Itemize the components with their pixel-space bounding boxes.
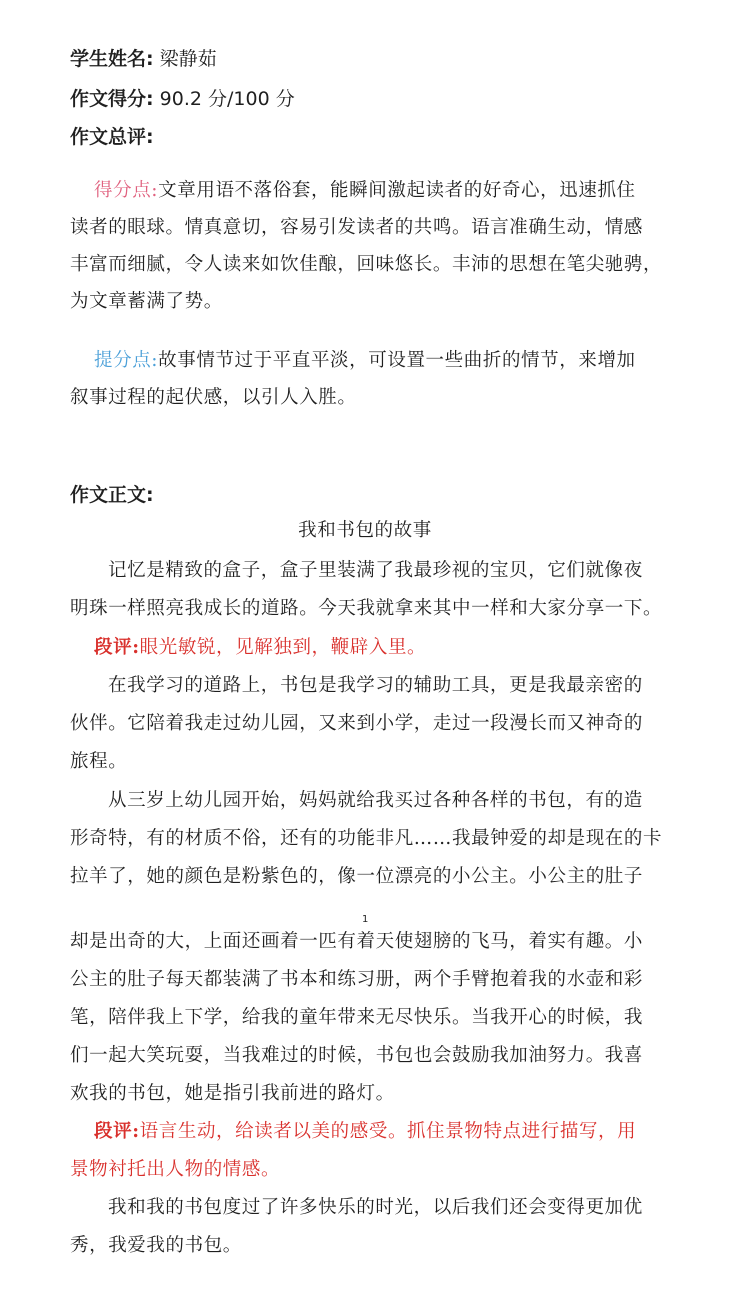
p3-cont-line-5: 欢我的书包，她是指引我前进的路灯。 — [70, 1083, 395, 1104]
student-name-label: 学生姓名: — [70, 48, 154, 70]
student-name-value: 梁静茹 — [159, 48, 217, 70]
comment-2-line-2: 景物衬托出人物的情感。 — [70, 1159, 281, 1180]
p3-line-2: 形奇特，有的材质不俗，还有的功能非凡……我最钟爱的却是现在的卡 — [70, 828, 663, 849]
merit-text-1: 文章用语不落俗套，能瞬间激起读者的好奇心，迅速抓住 — [158, 180, 636, 201]
merit-line-2: 读者的眼球。情真意切，容易引发读者的共鸣。语言准确生动，情感 — [70, 217, 644, 238]
improve-label: 提分点: — [94, 350, 159, 371]
p4-line-1: 我和我的书包度过了许多快乐的时光，以后我们还会变得更加优 — [108, 1197, 643, 1218]
p3-line-3: 拉羊了，她的颜色是粉紫色的，像一位漂亮的小公主。小公主的肚子 — [70, 866, 644, 887]
merit-line-1 — [94, 176, 636, 202]
p1-line-1: 记忆是精致的盒子，盒子里装满了我最珍视的宝贝，它们就像夜 — [108, 560, 643, 581]
p3-cont-line-1: 却是出奇的大，上面还画着一匹有着天使翅膀的飞马，着实有趣。小 — [70, 931, 644, 952]
essay-body-label: 作文正文: — [70, 484, 154, 506]
p4-line-2: 秀，我爱我的书包。 — [70, 1235, 242, 1256]
essay-title: 我和书包的故事 — [298, 520, 432, 541]
comment-1 — [94, 633, 426, 659]
p2-line-3: 旅程。 — [70, 751, 128, 772]
student-name-row — [70, 44, 217, 71]
p2-line-2: 伙伴。它陪着我走过幼儿园，又来到小学，走过一段漫长而又神奇的 — [70, 713, 644, 734]
p3-line-1: 从三岁上幼儿园开始，妈妈就给我买过各种各样的书包，有的造 — [108, 790, 643, 811]
comment-2-label: 段评: — [94, 1121, 140, 1142]
improve-line-1 — [94, 346, 636, 372]
p1-line-2: 明珠一样照亮我成长的道路。今天我就拿来其中一样和大家分享一下。 — [70, 598, 663, 619]
improve-line-2: 叙事过程的起伏感，以引人入胜。 — [70, 387, 357, 408]
p2-line-1: 在我学习的道路上，书包是我学习的辅助工具，更是我最亲密的 — [108, 675, 643, 696]
merit-line-4: 为文章蓄满了势。 — [70, 291, 223, 312]
comment-1-label: 段评: — [94, 637, 140, 658]
page-number: 1 — [362, 914, 369, 925]
overall-review-heading — [70, 122, 154, 149]
p3-cont-line-4: 们一起大笑玩耍，当我难过的时候，书包也会鼓励我加油努力。我喜 — [70, 1045, 644, 1066]
essay-score-label: 作文得分: — [70, 88, 154, 110]
merit-label: 得分点: — [94, 180, 159, 201]
p3-cont-line-2: 公主的肚子每天都装满了书本和练习册，两个手臂抱着我的水壶和彩 — [70, 969, 644, 990]
comment-2-line-1 — [94, 1117, 636, 1143]
merit-line-3: 丰富而细腻，令人读来如饮佳酿，回味悠长。丰沛的思想在笔尖驰骋， — [70, 254, 663, 275]
p3-cont-line-3: 笔，陪伴我上下学，给我的童年带来无尽快乐。当我开心的时候，我 — [70, 1007, 644, 1028]
comment-2-text-1: 语言生动，给读者以美的感受。抓住景物特点进行描写，用 — [139, 1121, 637, 1142]
improve-text-1: 故事情节过于平直平淡，可设置一些曲折的情节，来增加 — [158, 350, 636, 371]
comment-1-text: 眼光敏锐，见解独到，鞭辟入里。 — [139, 637, 427, 658]
overall-review-label: 作文总评: — [70, 126, 154, 148]
essay-score-row — [70, 84, 295, 111]
essay-score-value: 90.2 分/100 分 — [159, 88, 295, 110]
essay-body-heading — [70, 480, 154, 507]
